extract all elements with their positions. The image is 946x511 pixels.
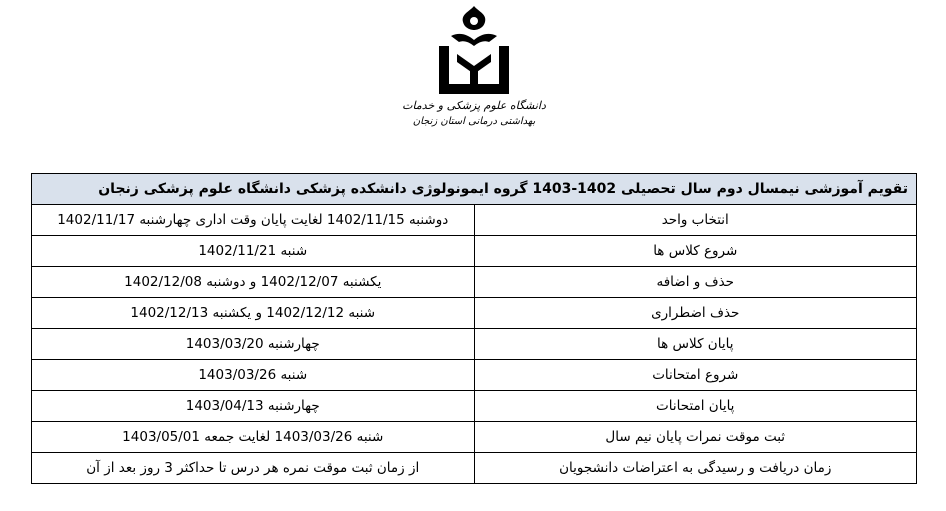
row-value: شنبه 1403/03/26: [32, 360, 475, 391]
row-value: چهارشنبه 1403/03/20: [32, 329, 475, 360]
table-title: تقویم آموزشی نیمسال دوم سال تحصیلی 1402-1403 گروه ایمونولوژی دانشکده پزشکی دانشگاه علوم پزشکی زنجان: [32, 174, 917, 205]
row-value: چهارشنبه 1403/04/13: [32, 391, 475, 422]
row-value: از زمان ثبت موقت نمره هر درس تا حداکثر 3 روز بعد از آن: [32, 453, 475, 484]
logo-text-line2: بهداشتی درمانی استان زنجان: [412, 116, 536, 127]
row-label: پایان امتحانات: [474, 391, 917, 422]
row-label: ثبت موقت نمرات پایان نیم سال: [474, 422, 917, 453]
table-header-row: [32, 174, 917, 205]
row-value: دوشنبه 1402/11/15 لغایت پایان وقت اداری چهارشنبه 1402/11/17: [32, 205, 475, 236]
table-row: [32, 298, 917, 329]
row-label: شروع کلاس ها: [474, 236, 917, 267]
row-value: شنبه 1402/12/12 و یکشنبه 1402/12/13: [32, 298, 475, 329]
logo-text-line1: دانشگاه علوم پزشکی و خدمات: [402, 99, 546, 112]
logo-emblem-icon: [429, 2, 519, 97]
row-value: شنبه 1403/03/26 لغایت جمعه 1403/05/01: [32, 422, 475, 453]
table-row: [32, 329, 917, 360]
table-row: [32, 391, 917, 422]
row-label: شروع امتحانات: [474, 360, 917, 391]
table-row: [32, 422, 917, 453]
table-row: [32, 360, 917, 391]
university-logo: [402, 2, 546, 162]
row-label: حذف اضطراری: [474, 298, 917, 329]
row-label: پایان کلاس ها: [474, 329, 917, 360]
table-row: [32, 205, 917, 236]
row-value: یکشنبه 1402/12/07 و دوشنبه 1402/12/08: [32, 267, 475, 298]
row-label: زمان دریافت و رسیدگی به اعتراضات دانشجویان: [474, 453, 917, 484]
row-label: حذف و اضافه: [474, 267, 917, 298]
row-label: انتخاب واحد: [474, 205, 917, 236]
table-row: [32, 453, 917, 484]
table-row: [32, 236, 917, 267]
academic-calendar-table: [31, 173, 917, 484]
row-value: شنبه 1402/11/21: [32, 236, 475, 267]
table-row: [32, 267, 917, 298]
